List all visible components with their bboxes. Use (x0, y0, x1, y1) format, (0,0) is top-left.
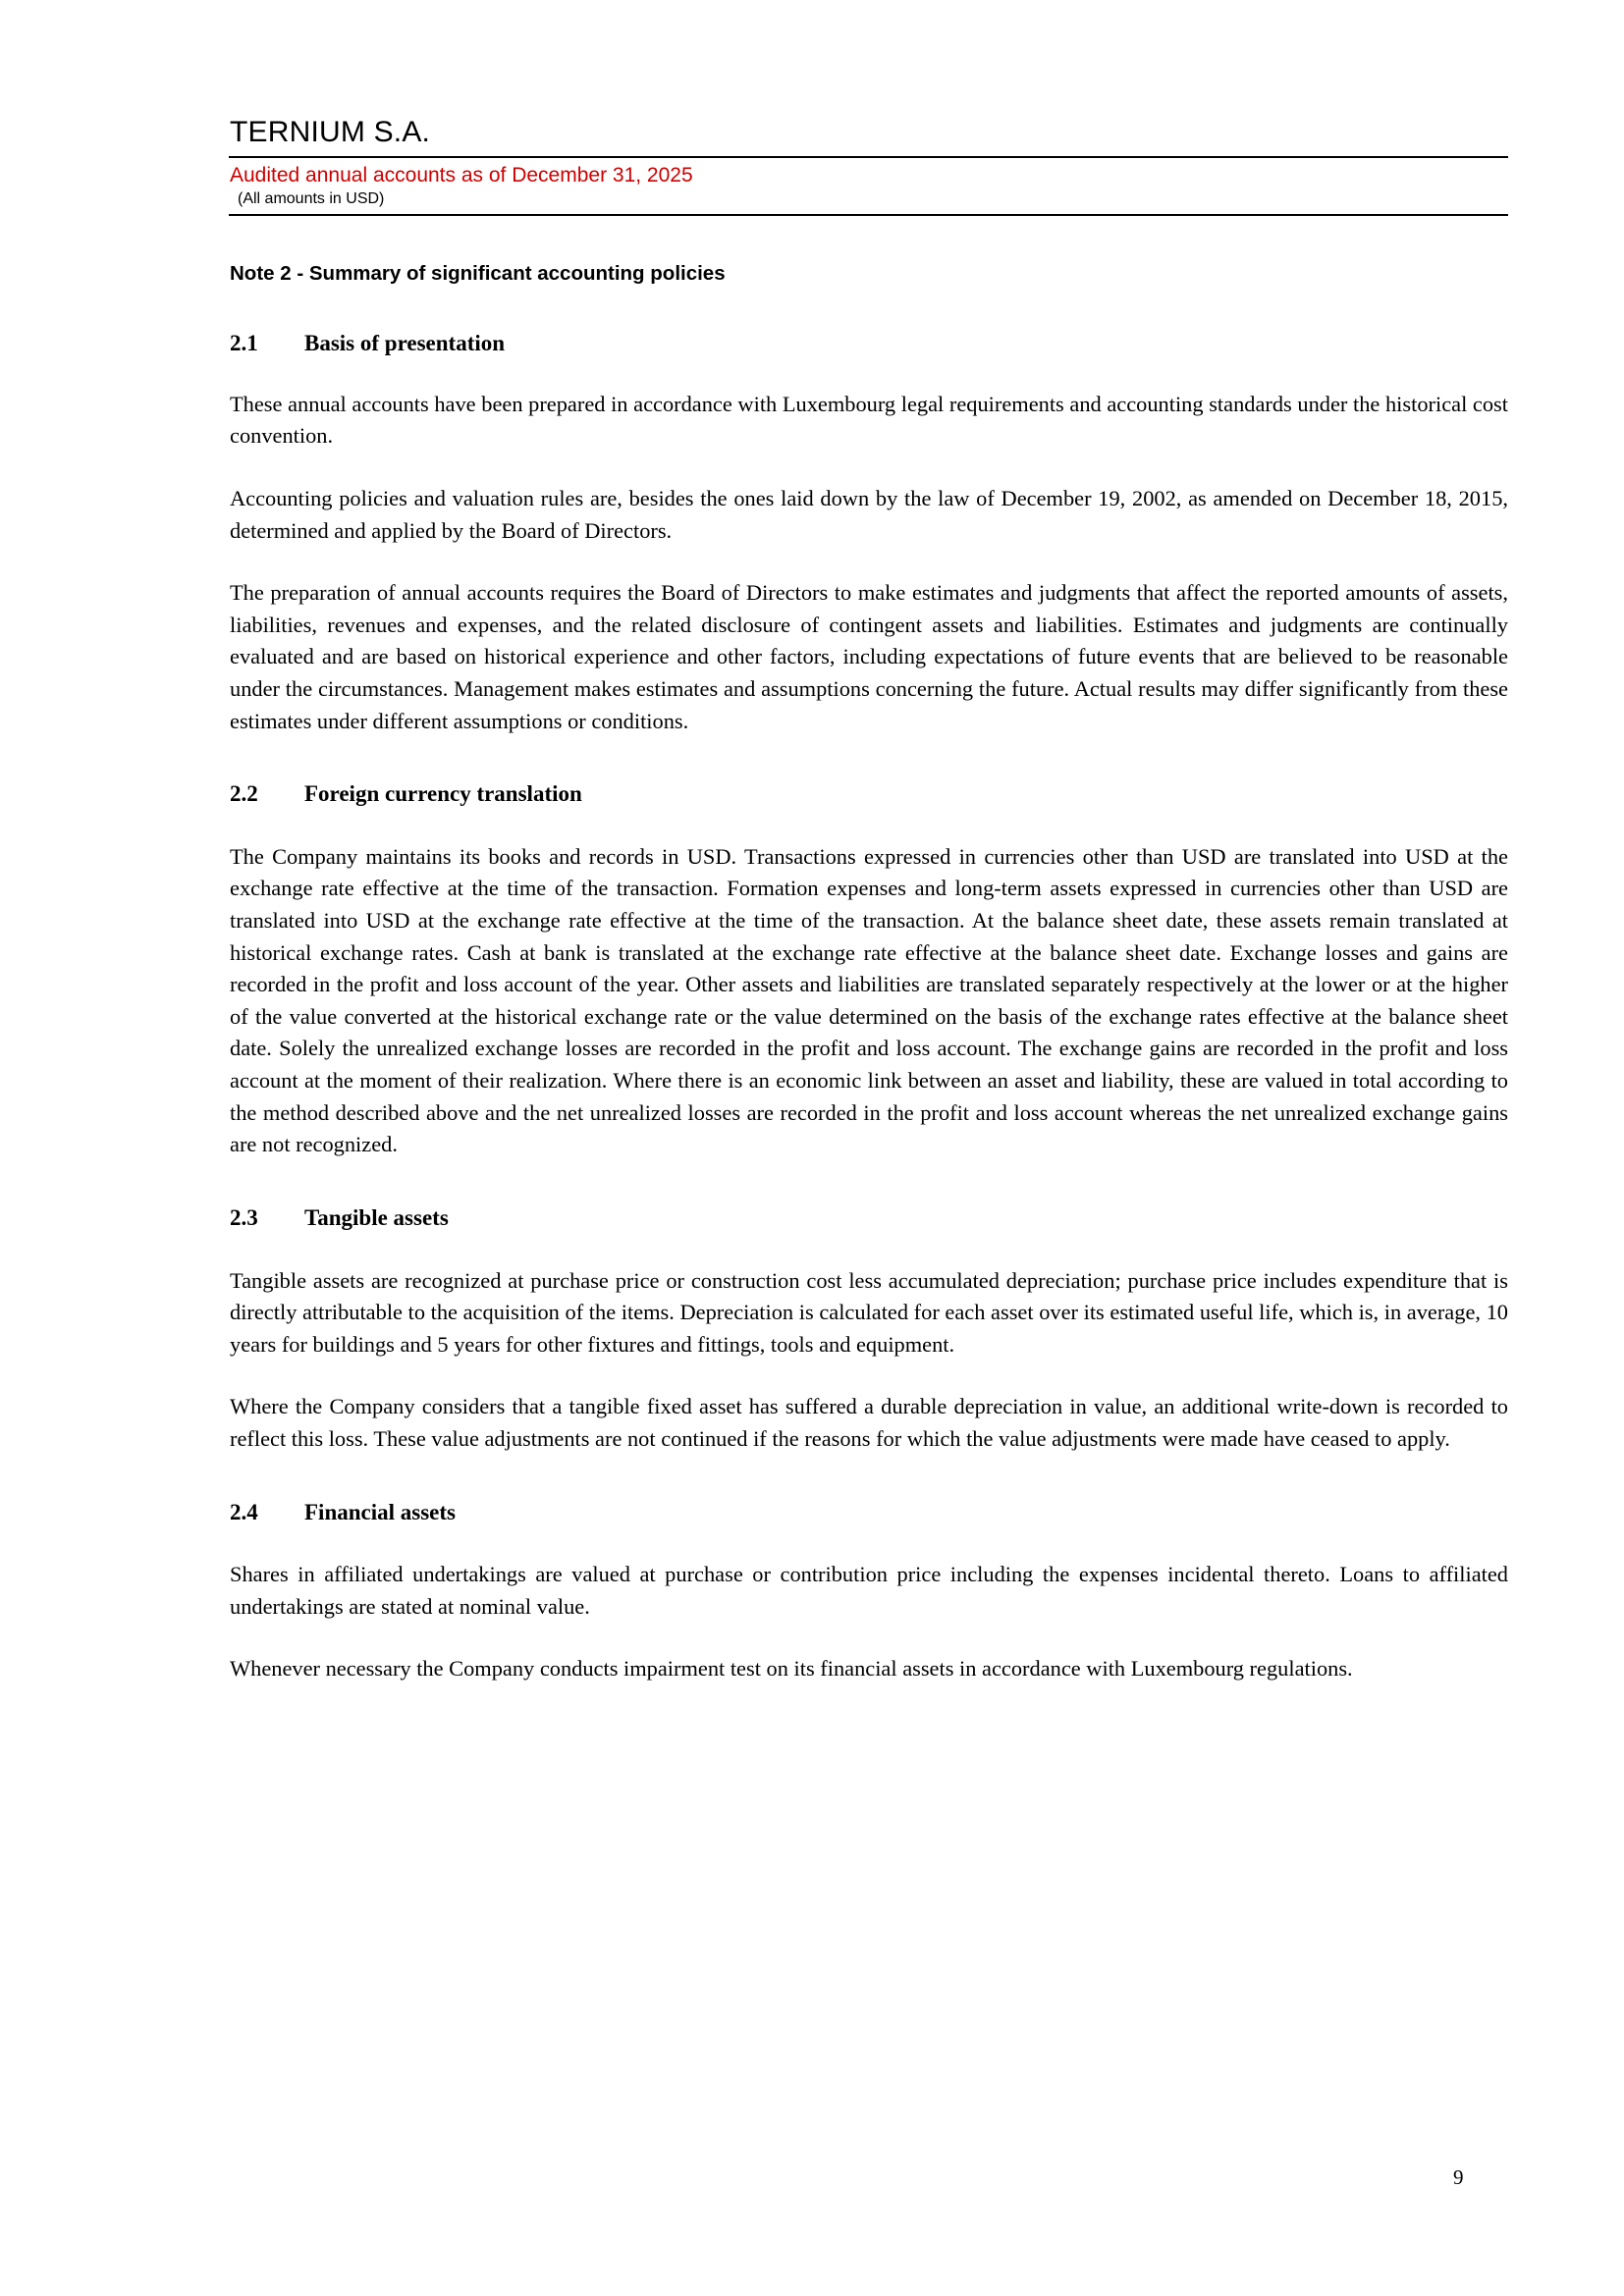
paragraph: The Company maintains its books and records in USD. Transactions expressed in currencies other than USD are translated into USD at the exchange rate effective at the time of the transaction. Formation expenses and long-term assets expressed in currencies other than USD are translated into USD at the exchange rate effective at the time of the transaction. At the balance sheet date, these assets remain translated at historical exchange rates. Cash at bank is translated at the exchange rate effective at the balance sheet date. Exchange losses and gains are recorded in the profit and loss account of the year. Other assets and liabilities are translated separately respectively at the lower or at the higher of the value converted at the historical exchange rate or the value determined on the basis of the exchange rates effective at the balance sheet date. Solely the unrealized exchange losses are recorded in the profit and loss account. The exchange gains are recorded in the profit and loss account at the moment of their realization. Where there is an economic link between an asset and liability, these are valued in total according to the method described above and the net unrealized losses are recorded in the profit and loss account whereas the net unrealized exchange gains are not recognized. (230, 843, 1508, 1157)
header-rule-top (229, 156, 1508, 158)
section-title: Financial assets (304, 1499, 456, 1524)
page-number: 9 (1453, 2165, 1464, 2189)
paragraph: Shares in affiliated undertakings are valued at purchase or contribution price including the expenses incidental thereto. Loans to affiliated undertakings are stated at nominal value. (230, 1562, 1508, 1619)
section-title: Basis of presentation (304, 331, 506, 355)
company-title: TERNIUM S.A. (230, 116, 431, 148)
section-heading-2-2 (230, 780, 1508, 809)
paragraph: The preparation of annual accounts requires the Board of Directors to make estimates and judgments that affect the reported amounts of assets, liabilities, revenues and expenses, and the related disclosure of contingent assets and liabilities. Estimates and judgments are continually evaluated and are based on historical experience and other factors, including expectations of future events that are believed to be reasonable under the circumstances. Management makes estimates and assumptions concerning the future. Actual results may differ significantly from these estimates under different assumptions or conditions. (230, 580, 1508, 733)
paragraph: These annual accounts have been prepared in accordance with Luxembourg legal requirements and accounting standards under the historical cost convention. (230, 391, 1508, 449)
section-heading-2-1 (230, 330, 1508, 358)
section-heading-2-4 (230, 1499, 1508, 1527)
currency-note: (All amounts in USD) (238, 190, 385, 208)
paragraph: Whenever necessary the Company conducts impairment test on its financial assets in accordance with Luxembourg regulations. (230, 1656, 1353, 1682)
header-rule-bottom (229, 214, 1508, 216)
section-title: Foreign currency translation (304, 781, 582, 807)
section-heading-2-3 (230, 1204, 1508, 1233)
paragraph: Tangible assets are recognized at purchase price or construction cost less accumulated depreciation; purchase price includes expenditure that is directly attributable to the acquisition of the items. Depreciation is calculated for each asset over its estimated useful life, which is, in average, 10 years for buildings and 5 years for other fixtures and fittings, tools and equipment. (230, 1267, 1508, 1357)
page-content (229, 116, 1508, 1685)
paragraph: Accounting policies and valuation rules are, besides the ones laid down by the law of December 19, 2002, as amended on December 18, 2015, determined and applied by the Board of Directors. (230, 485, 1508, 543)
document-header (229, 116, 1508, 216)
section-number: 2.4 (230, 1499, 258, 1524)
section-number: 2.1 (230, 331, 258, 355)
section-number: 2.3 (230, 1204, 258, 1230)
section-title: Tangible assets (304, 1204, 449, 1230)
section-number: 2.2 (230, 781, 258, 807)
note-heading: Note 2 - Summary of significant accounting policies (230, 262, 726, 286)
paragraph: Where the Company considers that a tangible fixed asset has suffered a durable depreciation in value, an additional write-down is recorded to reflect this loss. These value adjustments are not continued if the reasons for which the value adjustments were made have ceased to apply. (230, 1394, 1508, 1451)
document-subtitle: Audited annual accounts as of December 31, 2025 (230, 164, 693, 187)
